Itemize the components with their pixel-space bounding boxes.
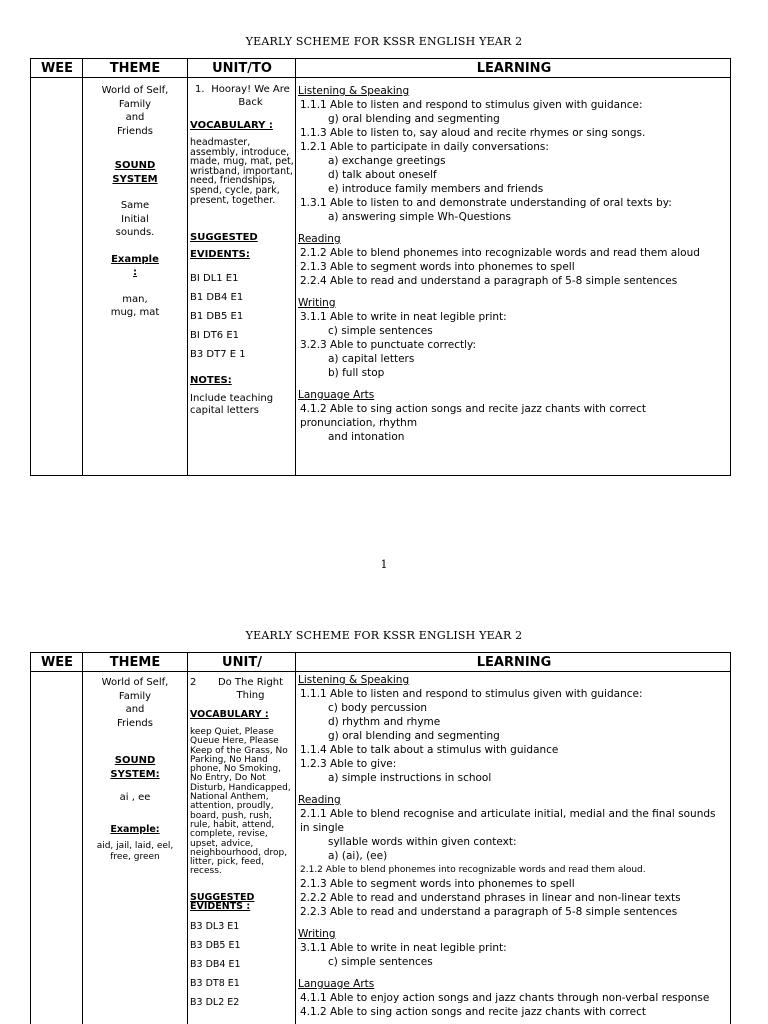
sound-line: ai , ee bbox=[119, 792, 151, 803]
example-label: Example: bbox=[110, 823, 160, 835]
learning-standard: 1.1.1 Able to listen and respond to stimulus given with guidance: bbox=[300, 99, 643, 111]
learning-sub-item: g) oral blending and segmenting bbox=[328, 113, 500, 125]
unit-number: 1. bbox=[195, 84, 205, 95]
section-language-arts: Language Arts bbox=[298, 389, 375, 401]
evidence-label: EVIDENTS: bbox=[190, 249, 250, 261]
theme-line: Family bbox=[118, 98, 152, 110]
theme-line: and bbox=[125, 112, 145, 123]
learning-cell bbox=[297, 79, 731, 447]
evidence-item: B3 DB4 E1 bbox=[190, 958, 241, 970]
learning-standard: 4.1.2 Able to sing action songs and recite jazz chants with correct bbox=[300, 403, 646, 415]
sound-line: Same bbox=[120, 200, 150, 211]
learning-standard: 1.1.3 Able to listen to, say aloud and recite rhymes or sing songs. bbox=[300, 127, 646, 139]
learning-cell bbox=[297, 673, 731, 1024]
evidence-list bbox=[190, 269, 295, 364]
col-theme-header: THEME bbox=[109, 655, 161, 670]
section-writing: Writing bbox=[298, 297, 336, 309]
col-theme-header: THEME bbox=[109, 61, 161, 76]
vocabulary-label: VOCABULARY : bbox=[190, 709, 269, 720]
learning-sub-item: a) exchange greetings bbox=[328, 155, 446, 167]
learning-standard: 1.2.3 Able to give: bbox=[300, 758, 397, 770]
section-language-arts: Language Arts bbox=[298, 978, 375, 990]
sound-system-label: SYSTEM: bbox=[110, 768, 160, 780]
learning-standard: 2.1.3 Able to segment words into phonemes to spell bbox=[300, 261, 575, 273]
learning-sub-item: syllable words within given context: bbox=[328, 836, 517, 848]
example-label: Example bbox=[111, 253, 159, 265]
vocabulary-list: headmaster, assembly, introduce, made, mug, mat, pet, wristband, important, need, friendships, spend, cycle, park, present, together. bbox=[190, 137, 294, 206]
learning-sub-item: a) capital letters bbox=[328, 353, 415, 365]
learning-sub-item: c) simple sentences bbox=[328, 325, 433, 337]
learning-standard: 4.1.1 Able to enjoy action songs and jazz chants through non-verbal response bbox=[300, 992, 710, 1004]
sound-system-label: SOUND bbox=[114, 755, 156, 766]
learning-standard: 1.1.1 Able to listen and respond to stimulus given with guidance: bbox=[300, 688, 643, 700]
evidence-item: BI DT6 E1 bbox=[190, 330, 240, 342]
evidence-list bbox=[190, 917, 295, 1012]
unit-cell bbox=[188, 79, 295, 446]
section-listening-speaking: Listening & Speaking bbox=[298, 85, 410, 97]
learning-standard: 2.2.3 Able to read and understand a paragraph of 5-8 simple sentences bbox=[300, 906, 678, 918]
example-line: man, bbox=[122, 293, 148, 305]
evidence-item: B3 DL2 E2 bbox=[190, 996, 240, 1008]
learning-sub-item: c) simple sentences bbox=[328, 956, 433, 968]
learning-standard: 1.3.1 Able to listen to and demonstrate understanding of oral texts by: bbox=[300, 197, 672, 209]
learning-sub-item: e) introduce family members and friends bbox=[328, 183, 544, 195]
col-learning-header: LEARNING bbox=[476, 655, 552, 670]
unit-title bbox=[190, 83, 295, 109]
unit-name: Do The Right Thing bbox=[217, 677, 284, 701]
learning-sub-item: b) full stop bbox=[328, 367, 385, 379]
sound-line: Initial bbox=[121, 213, 149, 225]
learning-standard: 2.1.3 Able to segment words into phonemes to spell bbox=[300, 878, 575, 890]
learning-sub-item: a) answering simple Wh-Questions bbox=[328, 211, 512, 223]
table-header bbox=[31, 653, 730, 672]
evidence-item: B3 DL3 E1 bbox=[190, 920, 240, 932]
col-learning-header: LEARNING bbox=[476, 61, 552, 76]
learning-standard: 2.1.2 Able to blend phonemes into recognizable words and read them aloud bbox=[300, 247, 700, 259]
table-header bbox=[31, 59, 730, 78]
theme-cell bbox=[83, 79, 187, 439]
notes-label: NOTES: bbox=[190, 375, 232, 387]
theme-line: Friends bbox=[117, 717, 153, 729]
evidence-item: B3 DB5 E1 bbox=[190, 939, 241, 951]
sound-system-label: SOUND bbox=[114, 160, 156, 171]
example-line: mug, mat bbox=[110, 307, 160, 318]
learning-sub-item: and intonation bbox=[328, 431, 405, 443]
sound-line: sounds. bbox=[115, 227, 155, 238]
notes-text: Include teaching capital letters bbox=[190, 393, 274, 417]
col-week-header: WEE bbox=[40, 61, 74, 76]
unit-title bbox=[190, 676, 295, 702]
unit-number: 2 bbox=[190, 677, 197, 688]
learning-standard: pronunciation, rhythm bbox=[300, 417, 418, 429]
example-line: aid, jail, laid, eel, bbox=[96, 841, 174, 851]
learning-standard-continued: in single bbox=[300, 822, 344, 834]
learning-standard: 2.1.1 Able to blend recognise and articulate initial, medial and the final sounds bbox=[300, 808, 716, 820]
learning-standard: 2.2.4 Able to read and understand a paragraph of 5-8 simple sentences bbox=[300, 275, 678, 287]
learning-standard: 3.2.3 Able to punctuate correctly: bbox=[300, 339, 477, 351]
scheme-table-2 bbox=[30, 652, 731, 1024]
evidence-label: SUGGESTED bbox=[190, 891, 255, 903]
learning-standard: 2.1.2 Able to blend phonemes into recognizable words and read them aloud. bbox=[300, 865, 646, 875]
page-number: 1 bbox=[380, 558, 388, 571]
scheme-table-1 bbox=[30, 58, 731, 476]
learning-standard: 2.2.2 Able to read and understand phrases in linear and non-linear texts bbox=[300, 892, 681, 904]
theme-line: Family bbox=[118, 690, 152, 702]
page-title: YEARLY SCHEME FOR KSSR ENGLISH YEAR 2 bbox=[245, 35, 523, 48]
evidence-item: B1 DB4 E1 bbox=[190, 292, 244, 304]
learning-standard: 3.1.1 Able to write in neat legible print: bbox=[300, 942, 507, 954]
learning-sub-item: a) (ai), (ee) bbox=[328, 850, 388, 862]
col-week-header: WEE bbox=[40, 655, 74, 670]
evidence-item: B1 DB5 E1 bbox=[190, 311, 244, 323]
section-listening-speaking: Listening & Speaking bbox=[298, 674, 410, 686]
col-divider bbox=[295, 653, 296, 1024]
evidence-label: EVIDENTS : bbox=[190, 900, 251, 912]
learning-standard: 1.1.4 Able to talk about a stimulus with guidance bbox=[300, 744, 559, 756]
sound-system-label: SYSTEM bbox=[112, 173, 158, 185]
evidence-item: B3 DT8 E1 bbox=[190, 977, 240, 989]
section-reading: Reading bbox=[298, 233, 341, 245]
theme-line: Friends bbox=[117, 125, 153, 137]
learning-sub-item: d) rhythm and rhyme bbox=[328, 716, 441, 728]
col-divider bbox=[295, 59, 296, 475]
section-reading: Reading bbox=[298, 794, 341, 806]
example-label: : bbox=[133, 267, 137, 278]
vocabulary-label: VOCABULARY : bbox=[190, 120, 273, 131]
col-unit-header: UNIT/ bbox=[222, 655, 262, 670]
example-line: free, green bbox=[110, 852, 160, 862]
evidence-label: SUGGESTED bbox=[190, 232, 258, 244]
learning-sub-item: c) body percussion bbox=[328, 702, 428, 714]
unit-name: Hooray! We Are Back bbox=[211, 84, 290, 108]
unit-cell bbox=[188, 673, 295, 1024]
learning-sub-item: g) oral blending and segmenting bbox=[328, 730, 500, 742]
learning-standard: 1.2.1 Able to participate in daily conversations: bbox=[300, 141, 549, 153]
theme-line: World of Self, bbox=[101, 85, 169, 96]
learning-sub-item: a) simple instructions in school bbox=[328, 772, 492, 784]
theme-line: World of Self, bbox=[101, 677, 169, 688]
section-writing: Writing bbox=[298, 928, 336, 940]
page-title: YEARLY SCHEME FOR KSSR ENGLISH YEAR 2 bbox=[245, 629, 523, 642]
learning-standard: 4.1.2 Able to sing action songs and recite jazz chants with correct bbox=[300, 1006, 646, 1018]
learning-standard: 3.1.1 Able to write in neat legible print: bbox=[300, 311, 507, 323]
vocabulary-list: keep Quiet, Please Queue Here, Please Keep of the Grass, No Parking, No Hand phone, No Smoking, No Entry, Do Not Disturb, Handicapped, National Anthem, attention, proudly, board, push, rush, rule, habit, attend, complete, revise, upset, advice, neighbourhood, drop, litter, pick, feed, recess. bbox=[190, 727, 291, 877]
learning-sub-item: d) talk about oneself bbox=[328, 169, 437, 181]
evidence-item: BI DL1 E1 bbox=[190, 273, 239, 285]
theme-cell bbox=[83, 673, 187, 1024]
evidence-item: B3 DT7 E 1 bbox=[190, 349, 246, 361]
theme-line: and bbox=[125, 704, 145, 715]
col-unit-header: UNIT/TO bbox=[212, 61, 272, 76]
